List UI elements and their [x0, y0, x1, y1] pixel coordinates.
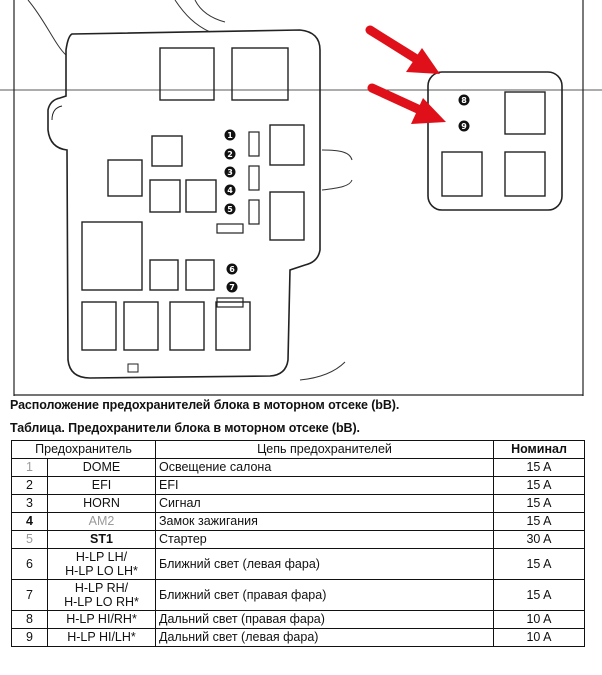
- fuse-code-line: H-LP LH/: [75, 550, 128, 564]
- fuse-number: 8: [12, 611, 48, 629]
- fuse-marker-8: 8: [461, 96, 467, 105]
- table-row: [12, 477, 585, 495]
- fuse-rating: 15 A: [494, 459, 585, 477]
- table-row: [12, 513, 585, 531]
- fuse-code-line: H-LP LO LH*: [65, 564, 138, 578]
- fuse-code: AM2: [48, 513, 156, 531]
- fuse-number: 3: [12, 495, 48, 513]
- fuse-marker-6: 6: [229, 265, 235, 274]
- fuse-number: 5: [12, 531, 48, 549]
- fuse-marker-9: 9: [461, 122, 467, 131]
- fuse-circuit: Замок зажигания: [156, 513, 494, 531]
- header-circuit: Цепь предохранителей: [156, 441, 494, 459]
- fuse-rating: 15 A: [494, 495, 585, 513]
- fuse-marker-4: 4: [227, 186, 233, 195]
- fuse-rating: 15 A: [494, 580, 585, 611]
- fuse-rating: 10 A: [494, 611, 585, 629]
- fuse-number: 9: [12, 629, 48, 647]
- engine-fuse-box-outline: [48, 30, 320, 378]
- fuse-code: H-LP HI/LH*: [48, 629, 156, 647]
- table-row: [12, 549, 585, 580]
- fuse-code: DOME: [48, 459, 156, 477]
- fuse-circuit: EFI: [156, 477, 494, 495]
- fuse-marker-5: 5: [227, 205, 233, 214]
- fuse-code-line: H-LP LO RH*: [64, 595, 139, 609]
- table-row: [12, 459, 585, 477]
- red-arrow-icon: [372, 88, 446, 124]
- fuse-circuit: Дальний свет (правая фара): [156, 611, 494, 629]
- table-title: Таблица. Предохранители блока в моторном отсеке (bB).: [10, 421, 360, 435]
- fuse-marker-3: 3: [227, 168, 233, 177]
- fuse-circuit: Ближний свет (правая фара): [156, 580, 494, 611]
- table-row: [12, 495, 585, 513]
- table-row: [12, 611, 585, 629]
- fuse-rating: 10 A: [494, 629, 585, 647]
- fuse-circuit: Стартер: [156, 531, 494, 549]
- header-rating: Номинал: [494, 441, 585, 459]
- fuse-rating: 30 A: [494, 531, 585, 549]
- table-header-row: [12, 441, 585, 459]
- red-arrow-icon: [370, 30, 440, 74]
- fuse-code: HORN: [48, 495, 156, 513]
- fuse-code-line: H-LP RH/: [74, 581, 129, 595]
- diagram-caption: Расположение предохранителей блока в моторном отсеке (bB).: [10, 398, 400, 412]
- table-row: [12, 580, 585, 611]
- fuse-circuit: Ближний свет (левая фара): [156, 549, 494, 580]
- fuse-marker-1: 1: [227, 131, 233, 140]
- fuse-number: 6: [12, 549, 48, 580]
- fuse-code: EFI: [48, 477, 156, 495]
- fuse-circuit: Дальний свет (левая фара): [156, 629, 494, 647]
- fuse-code: H-LP HI/RH*: [48, 611, 156, 629]
- fuse-code: ST1: [48, 531, 156, 549]
- fuse-code: [48, 549, 156, 580]
- fuse-circuit: Освещение салона: [156, 459, 494, 477]
- fuse-number: 2: [12, 477, 48, 495]
- fuse-table: [11, 440, 585, 647]
- table-row: [12, 629, 585, 647]
- fuse-rating: 15 A: [494, 477, 585, 495]
- fuse-circuit: Сигнал: [156, 495, 494, 513]
- fuse-number: 1: [12, 459, 48, 477]
- fuse-code: [48, 580, 156, 611]
- fuse-rating: 15 A: [494, 549, 585, 580]
- fuse-number: 4: [12, 513, 48, 531]
- fuse-marker-7: 7: [229, 283, 235, 292]
- header-fuse: Предохранитель: [12, 441, 156, 459]
- fuse-number: 7: [12, 580, 48, 611]
- fuse-marker-2: 2: [227, 150, 233, 159]
- table-row: [12, 531, 585, 549]
- fuse-rating: 15 A: [494, 513, 585, 531]
